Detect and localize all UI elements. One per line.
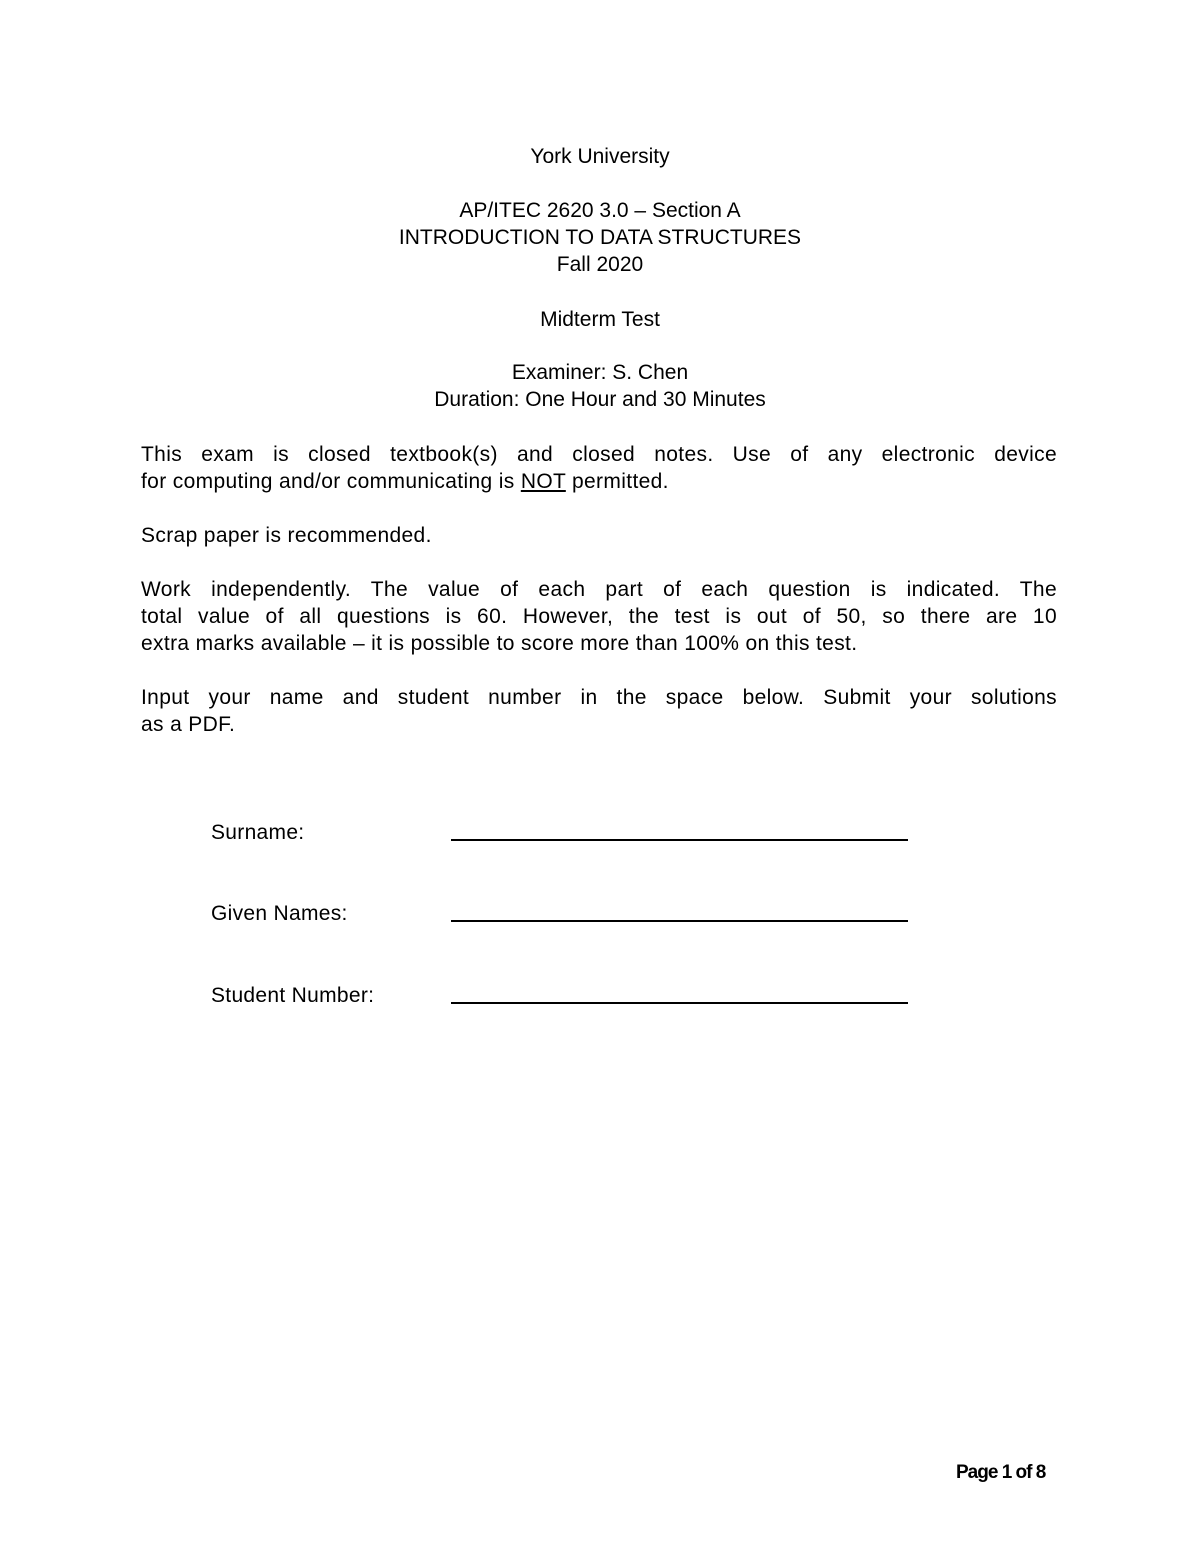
emphasis-not: NOT: [520, 470, 566, 493]
instruction-line: Scrap paper is recommended.: [141, 524, 432, 547]
institution-name: York University: [530, 145, 670, 168]
surname-blank-line[interactable]: [451, 839, 908, 841]
marks-instructions: [141, 576, 1057, 657]
given-names-label: Given Names:: [211, 902, 348, 925]
student-number-label: Student Number:: [211, 984, 375, 1007]
test-name: Midterm Test: [540, 308, 660, 331]
surname-label: Surname:: [211, 821, 305, 844]
given-names-blank-line[interactable]: [451, 920, 908, 922]
surname-field: [211, 819, 911, 849]
instruction-line: as a PDF.: [141, 713, 236, 736]
duration: Duration: One Hour and 30 Minutes: [434, 388, 766, 411]
closed-book-instructions: [141, 441, 1057, 495]
examiner: Examiner: S. Chen: [511, 361, 689, 384]
instruction-line: Input your name and student number in the space below. Submit your solutions: [141, 686, 1057, 709]
instruction-line: Work independently. The value of each part of each question is indicated. The: [141, 578, 1057, 601]
instruction-text: permitted.: [565, 470, 669, 493]
instruction-line: [141, 468, 1057, 495]
course-title: INTRODUCTION TO DATA STRUCTURES: [398, 226, 802, 249]
instruction-line: This exam is closed textbook(s) and closed notes. Use of any electronic device: [141, 443, 1057, 466]
submission-instructions: [141, 684, 1057, 738]
term: Fall 2020: [556, 253, 644, 276]
instruction-line: total value of all questions is 60. However, the test is out of 50, so there are 10: [141, 605, 1057, 628]
scrap-paper-note: [141, 522, 1057, 549]
student-number-field: [211, 982, 911, 1012]
instruction-line: extra marks available – it is possible to score more than 100% on this test.: [141, 632, 858, 655]
student-number-blank-line[interactable]: [451, 1002, 908, 1004]
given-names-field: [211, 900, 911, 930]
page-number: Page 1 of 8: [956, 1462, 1046, 1483]
instruction-text: for computing and/or communicating is: [141, 470, 521, 493]
course-code: AP/ITEC 2620 3.0 – Section A: [459, 199, 741, 222]
